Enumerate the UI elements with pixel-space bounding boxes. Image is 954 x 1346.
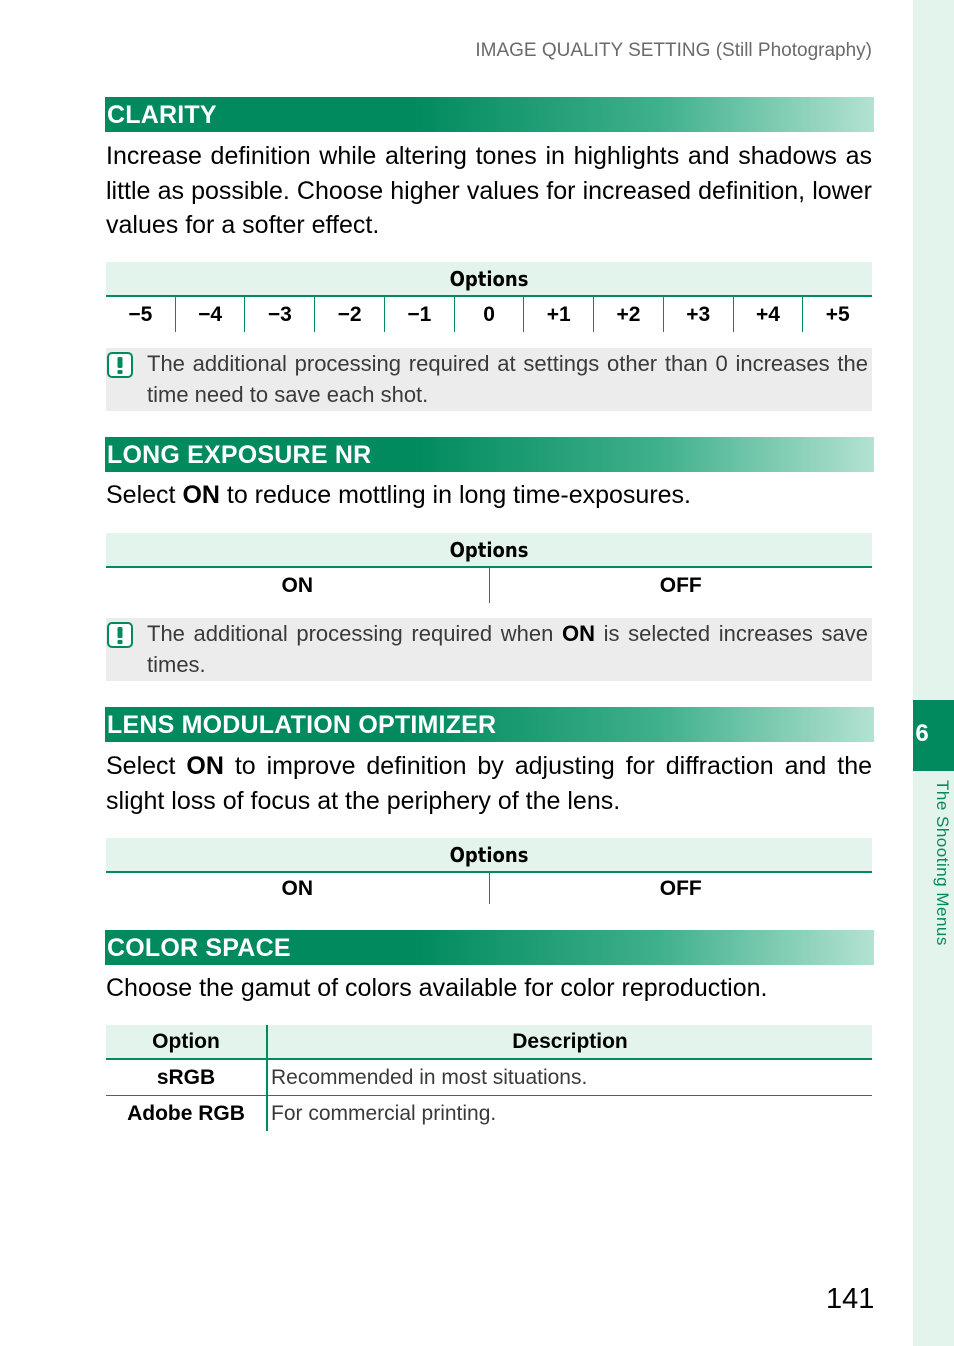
section-title-lens-modulation-optimizer: LENS MODULATION OPTIMIZER — [107, 711, 497, 739]
option-value: 0 — [454, 297, 524, 332]
option-cell: Adobe RGB — [106, 1096, 268, 1131]
option-off: OFF — [489, 873, 873, 904]
caution-icon — [107, 352, 133, 378]
color-space-table — [106, 1025, 872, 1131]
clarity-note-text: The additional processing required at settings other than 0 increases the time need to save each shot. — [147, 351, 868, 407]
option-value: −1 — [384, 297, 454, 332]
color-space-description: Choose the gamut of colors available for color reproduction. — [106, 974, 768, 1002]
chapter-label: The Shooting Menus — [933, 780, 952, 946]
table-row — [106, 1060, 872, 1096]
section-bar-lens-modulation-optimizer — [105, 707, 874, 742]
header-option: Option — [106, 1025, 268, 1058]
options-header: Options — [106, 533, 872, 568]
option-value: −5 — [128, 302, 153, 326]
option-value: −4 — [175, 297, 245, 332]
page-number: 141 — [826, 1283, 875, 1315]
clarity-note — [106, 348, 872, 411]
section-title-long-exposure-nr: LONG EXPOSURE NR — [107, 441, 372, 469]
section-title-color-space: COLOR SPACE — [107, 934, 291, 962]
options-header: Options — [106, 838, 872, 873]
chapter-side-tab — [913, 0, 954, 1346]
option-cell: sRGB — [106, 1060, 268, 1095]
table-row — [106, 1096, 872, 1131]
table-header-row — [106, 1025, 872, 1060]
option-on: ON — [281, 573, 313, 597]
long-exposure-note — [106, 618, 872, 681]
option-value: +2 — [593, 297, 663, 332]
section-bar-long-exposure-nr — [105, 437, 874, 472]
description-cell: Recommended in most situations. — [271, 1065, 588, 1089]
option-on: ON — [281, 876, 313, 900]
section-bar-clarity — [105, 97, 874, 132]
lens-modulation-description: Select ON to improve definition by adjusting for diffraction and the slight loss of focus at the periphery of the lens. — [106, 752, 872, 815]
description-cell: For commercial printing. — [271, 1101, 497, 1125]
clarity-options-row — [106, 297, 872, 332]
long-exposure-note-text: The additional processing required when ON is selected increases save times. — [147, 621, 869, 677]
long-exposure-options-table — [106, 533, 872, 603]
option-off: OFF — [489, 568, 873, 603]
options-header: Options — [106, 262, 872, 297]
section-title-clarity: CLARITY — [107, 101, 217, 129]
clarity-options-table — [106, 262, 872, 332]
caution-icon — [107, 622, 133, 648]
running-header: IMAGE QUALITY SETTING (Still Photography) — [475, 40, 872, 61]
option-value: +4 — [733, 297, 803, 332]
long-exposure-description: Select ON to reduce mottling in long time-exposures. — [106, 481, 692, 509]
lens-modulation-options-table — [106, 838, 872, 904]
option-value: −2 — [314, 297, 384, 332]
option-value: −3 — [244, 297, 314, 332]
chapter-number: 6 — [915, 720, 929, 747]
option-value: +1 — [523, 297, 593, 332]
option-value: +3 — [663, 297, 733, 332]
clarity-description: Increase definition while altering tones in highlights and shadows as little as possible. Choose higher values for increased definition, lower values for a softer effect. — [106, 142, 872, 239]
option-value: +5 — [802, 297, 872, 332]
section-bar-color-space — [105, 930, 874, 965]
header-description: Description — [512, 1029, 628, 1053]
